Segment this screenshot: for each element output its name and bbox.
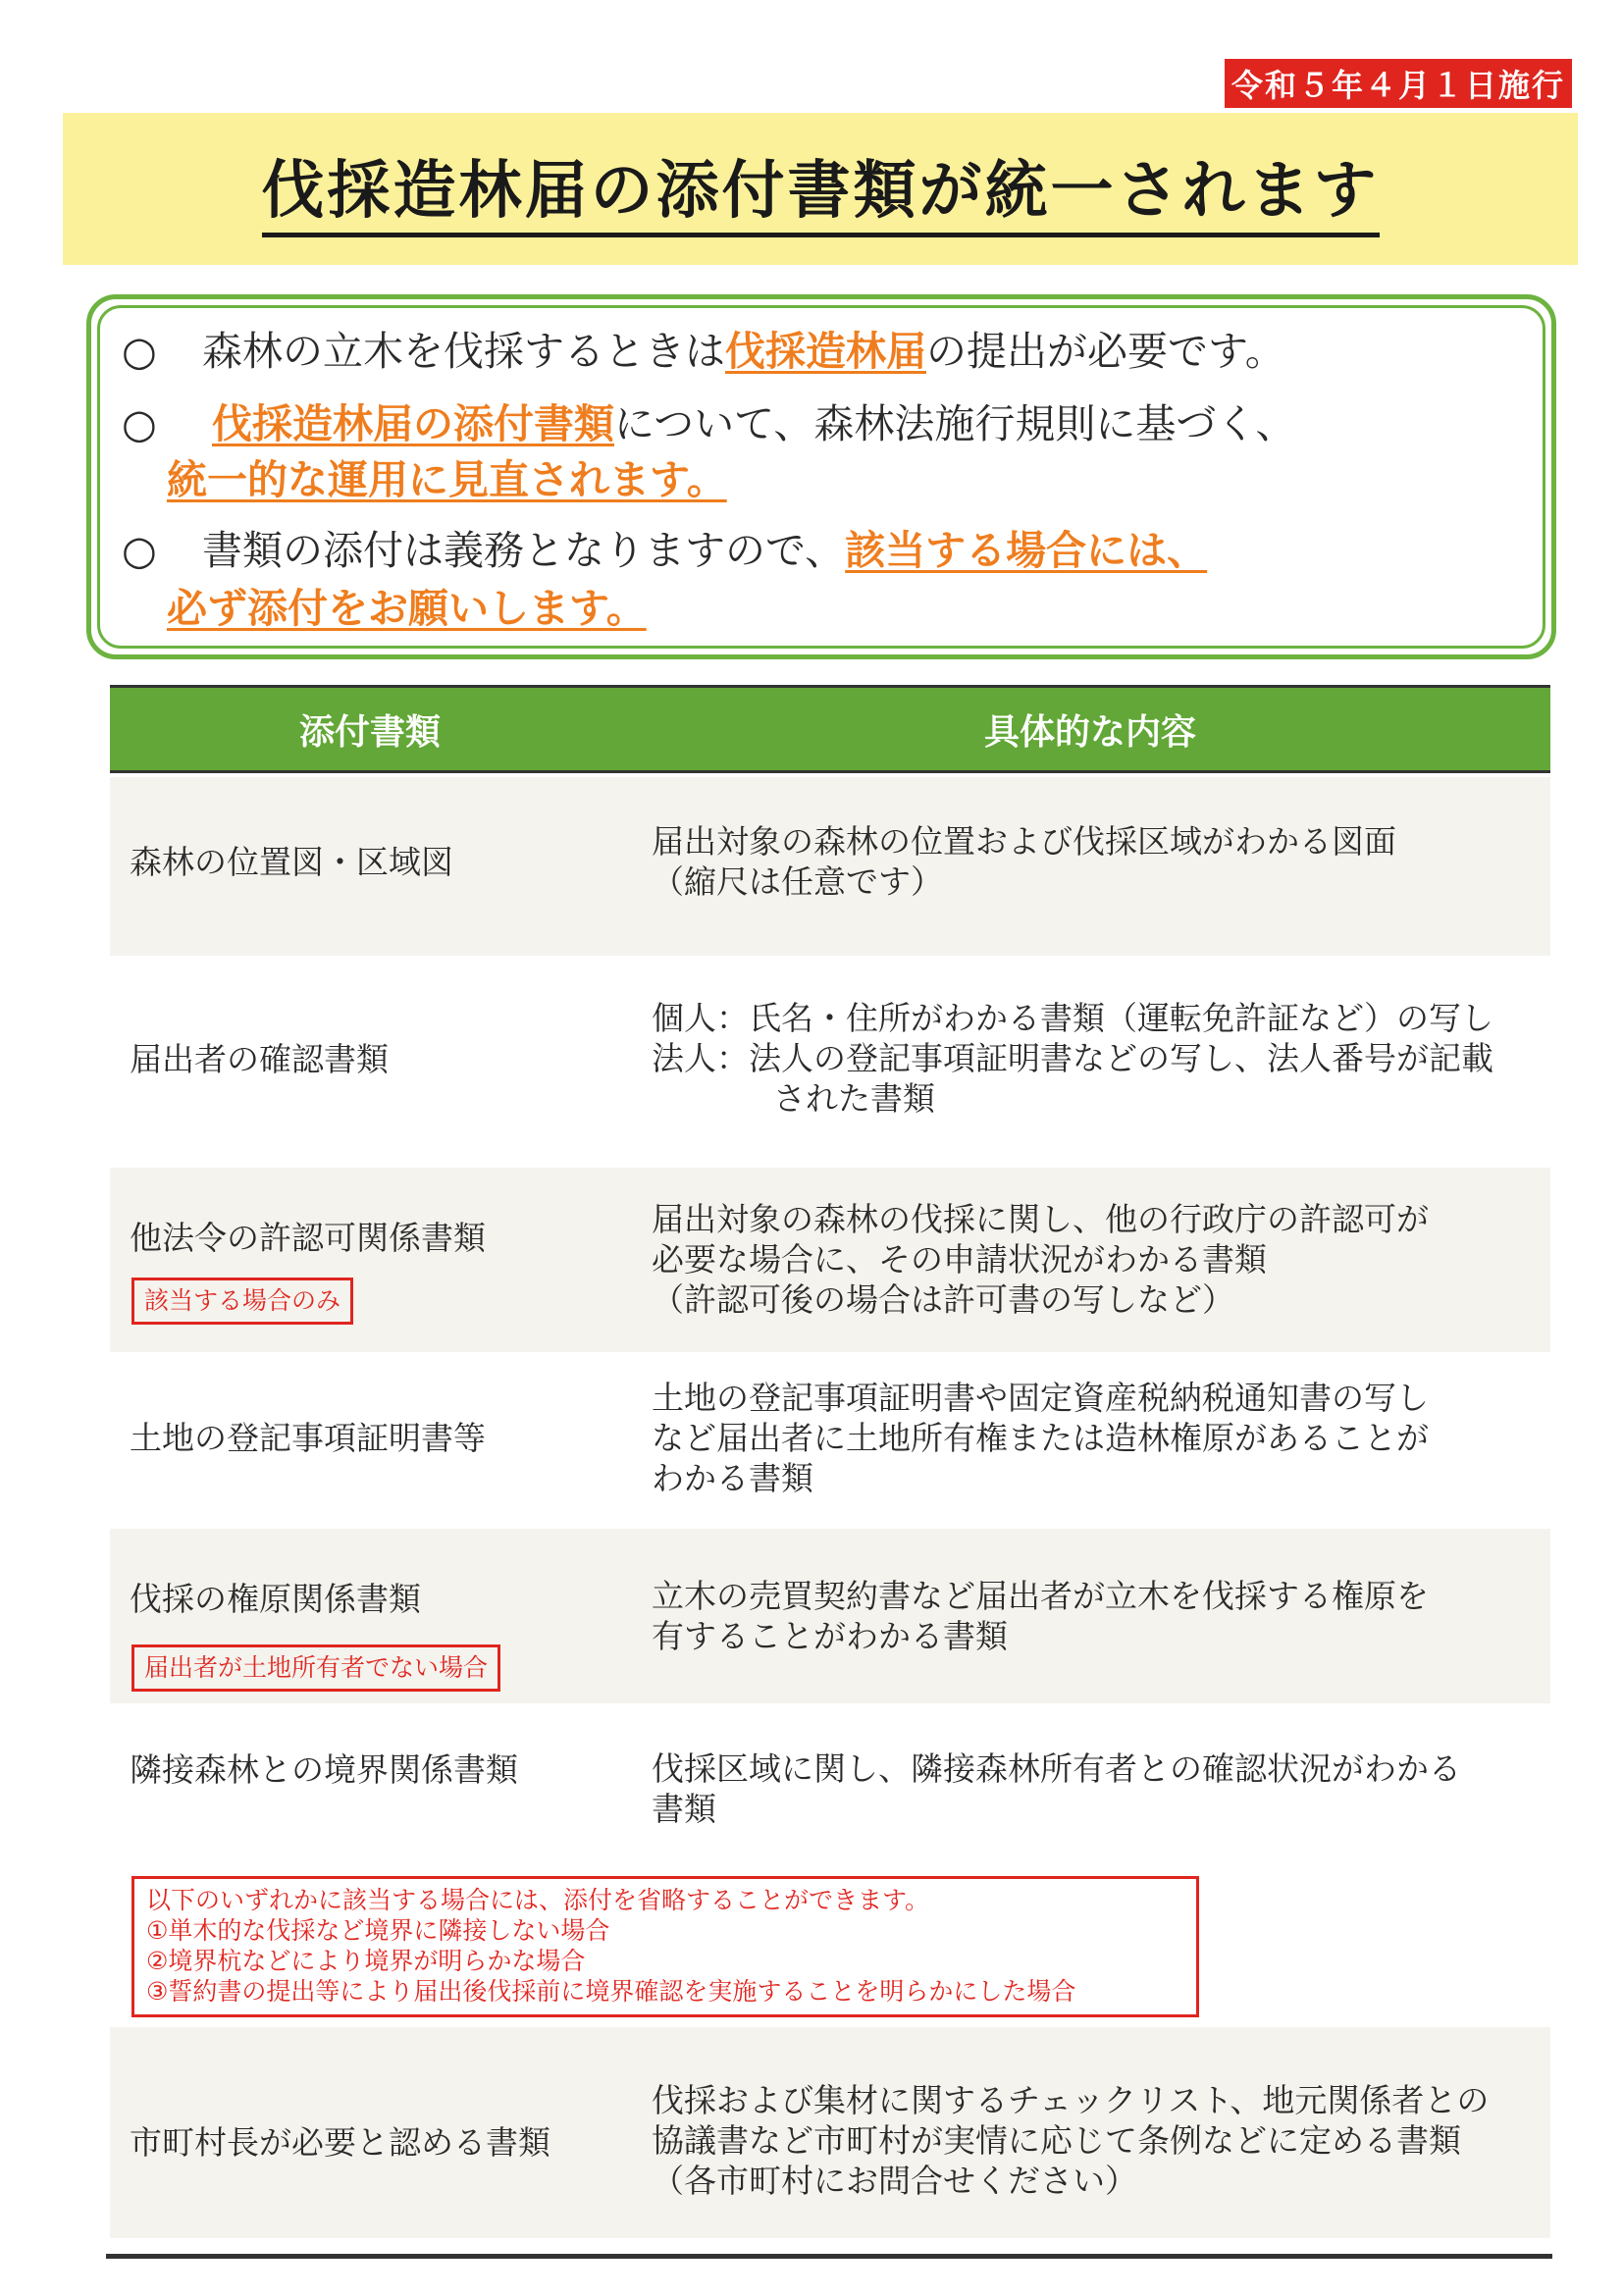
- note-line: 以下のいずれかに該当する場合には、添付を省略することができます。: [146, 1886, 930, 1914]
- intro-bullet-1: [122, 324, 1285, 379]
- table-row-content: [652, 998, 1493, 1119]
- table-row-content: [652, 821, 1396, 902]
- table-row-doc: 市町村長が必要と認める書類: [130, 2123, 550, 2162]
- non-owner-tag: 届出者が土地所有者でない場合: [131, 1644, 500, 1692]
- intro-b2-highlight: 伐採造林届の添付書類: [212, 400, 614, 447]
- table-row-content: [652, 1199, 1429, 1320]
- content-line: 有することがわかる書類: [652, 1617, 1008, 1655]
- effective-date-badge: 令和５年４月１日施行: [1225, 59, 1572, 108]
- content-line: 書類: [652, 1790, 716, 1828]
- bullet-circle-icon: ○: [122, 527, 157, 574]
- content-line: 土地の登記事項証明書や固定資産税納税通知書の写し: [652, 1379, 1429, 1417]
- table-row-content: [652, 1378, 1429, 1498]
- intro-b3-highlight: 該当する場合には、: [845, 527, 1208, 574]
- table-row-doc: 他法令の許認可関係書類: [130, 1219, 486, 1257]
- table-row-doc: 伐採の権原関係書類: [130, 1580, 421, 1618]
- intro-bullet-2: [122, 396, 1296, 451]
- intro-b1-pre: 森林の立木を伐採するときは: [202, 328, 725, 375]
- intro-b2-post: について、森林法施行規則に基づく、: [614, 400, 1296, 447]
- note-line: ①単木的な伐採など境界に隣接しない場合: [146, 1916, 610, 1945]
- bullet-circle-icon: ○: [122, 400, 157, 447]
- column-header-documents: 添付書類: [298, 711, 441, 753]
- content-line: 伐採区域に関し、隣接森林所有者との確認状況がわかる: [652, 1749, 1461, 1788]
- applicable-only-tag: 該当する場合のみ: [131, 1278, 353, 1325]
- content-line: 個人：氏名・住所がわかる書類（運転免許証など）の写し: [652, 999, 1493, 1037]
- intro-bullet-2-cont: [167, 452, 727, 507]
- content-line: 法人：法人の登記事項証明書などの写し、法人番号が記載: [652, 1039, 1493, 1077]
- intro-b2-highlight-2: 統一的な運用に見直されます。: [167, 456, 727, 503]
- table-row-content: [652, 2080, 1489, 2201]
- title-band: [63, 113, 1578, 265]
- omission-note-box: [131, 1876, 1199, 2017]
- content-line: （各市町村にお問合せください）: [652, 2162, 1137, 2200]
- table-row-doc: 隣接森林との境界関係書類: [130, 1750, 518, 1789]
- note-line: ③誓約書の提出等により届出後伐採前に境界確認を実施することを明らかにした場合: [146, 1977, 1076, 2006]
- content-line: （許認可後の場合は許可書の写しなど）: [652, 1280, 1234, 1319]
- intro-b3-pre: 書類の添付は義務となりますので、: [202, 527, 846, 574]
- intro-bullet-3-cont: [167, 581, 647, 636]
- content-line: 協議書など市町村が実情に応じて条例などに定める書類: [652, 2121, 1461, 2160]
- table-row-content: [652, 1748, 1461, 1829]
- note-line: ②境界杭などにより境界が明らかな場合: [146, 1947, 586, 1975]
- content-line: 立木の売買契約書など届出者が立木を伐採する権原を: [652, 1577, 1429, 1615]
- bottom-rule: [106, 2254, 1552, 2259]
- content-line: わかる書類: [652, 1459, 813, 1497]
- intro-b1-highlight: 伐採造林届: [725, 328, 926, 375]
- page-title: 伐採造林届の添付書類が統一されます: [262, 140, 1380, 237]
- column-header-details: 具体的な内容: [983, 711, 1196, 753]
- table-header: [110, 685, 1550, 773]
- table-row-doc: 森林の位置図・区域図: [130, 843, 453, 881]
- content-line: 届出対象の森林の位置および伐採区域がわかる図面: [652, 822, 1396, 861]
- content-line: 伐採および集材に関するチェックリスト、地元関係者との: [652, 2081, 1490, 2119]
- content-line: など届出者に土地所有権または造林権原があることが: [652, 1419, 1429, 1457]
- table-row-doc: 届出者の確認書類: [130, 1040, 389, 1078]
- intro-b3-highlight-2: 必ず添付をお願いします。: [167, 585, 647, 632]
- content-line: された書類: [773, 1079, 935, 1118]
- content-line: 必要な場合に、その申請状況がわかる書類: [652, 1240, 1267, 1278]
- table-row-doc: 土地の登記事項証明書等: [130, 1419, 486, 1457]
- content-line: 届出対象の森林の伐採に関し、他の行政庁の許認可が: [652, 1200, 1429, 1238]
- content-line: （縮尺は任意です）: [652, 862, 943, 901]
- bullet-circle-icon: ○: [122, 328, 157, 375]
- table-row-content: [652, 1576, 1429, 1656]
- intro-bullet-3: [122, 523, 1207, 578]
- intro-b1-post: の提出が必要です。: [926, 328, 1285, 375]
